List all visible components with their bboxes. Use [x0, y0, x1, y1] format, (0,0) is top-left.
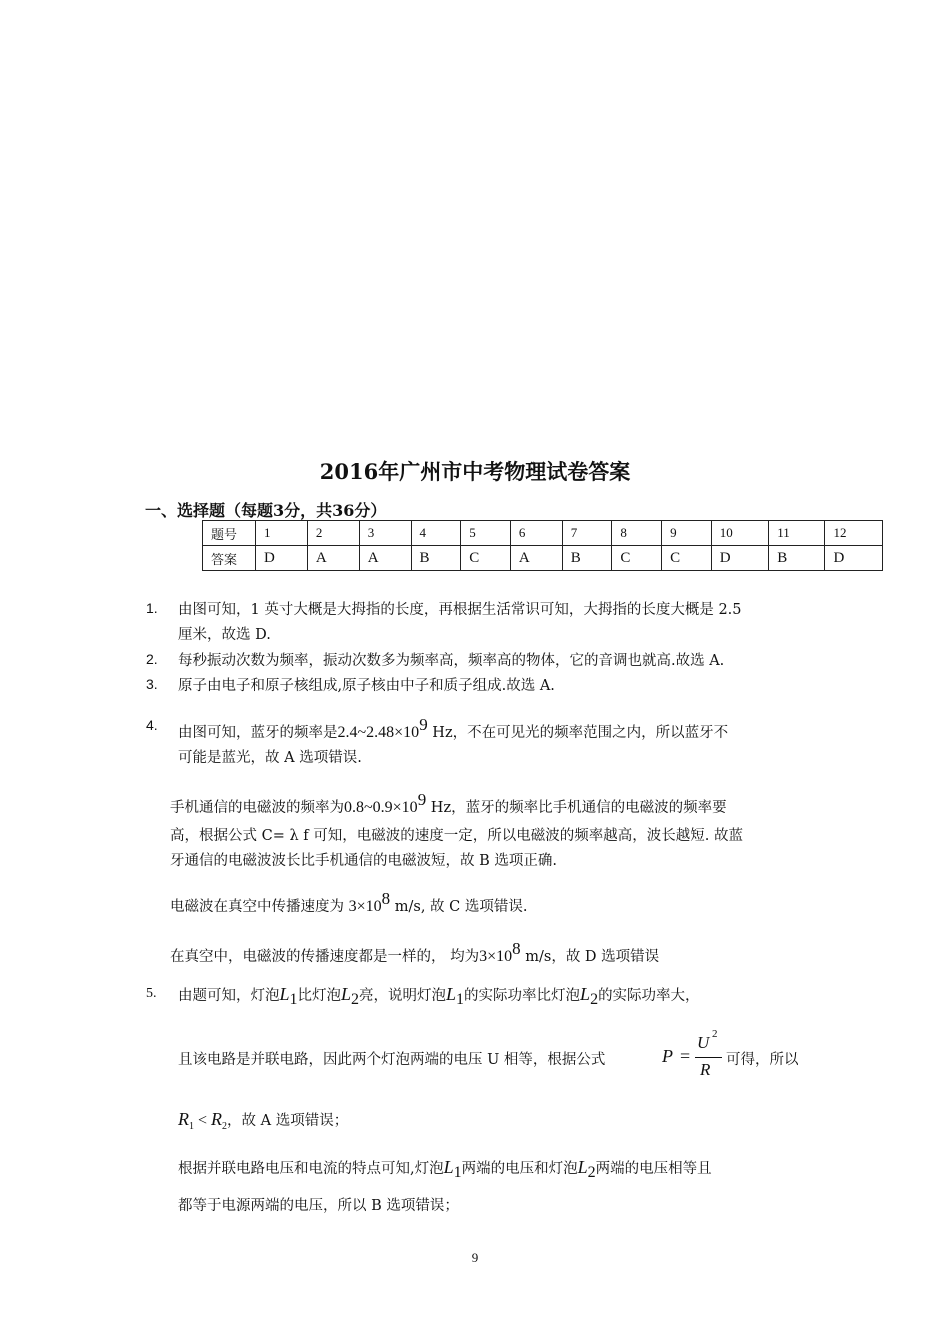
subscript: 1 [289, 990, 298, 1008]
table-cell: 2 [307, 521, 359, 546]
table-cell: A [307, 546, 359, 571]
table-cell: 4 [411, 521, 461, 546]
answer-line: 可得，所以 [726, 1052, 799, 1068]
text-span: m/s, 故 C 选项错误. [390, 899, 528, 915]
variable: L [577, 1157, 588, 1177]
formula-exponent: 2 [712, 1028, 718, 1040]
fraction-bar [695, 1057, 722, 1058]
text-span: 的实际功率比灯泡 [464, 988, 581, 1004]
variable: R [178, 1109, 189, 1129]
text-span: m/s，故 D 选项错误 [520, 949, 660, 965]
item-number: 1. [146, 600, 158, 616]
text-span: 电磁波在真空中传播速度为 [170, 899, 349, 915]
text-span: 两端的电压和灯泡 [461, 1161, 578, 1177]
answer-line: 都等于电源两端的电压，所以 B 选项错误； [178, 1198, 459, 1214]
table-cell: D [825, 546, 883, 571]
item-number: 2. [146, 651, 158, 667]
table-cell: 10 [711, 521, 768, 546]
answer-line [170, 790, 727, 818]
table-cell: 3 [359, 521, 411, 546]
page-title: 2016年广州市中考物理试卷答案 [319, 459, 631, 484]
subscript: 2 [587, 1163, 596, 1181]
exponent: 9 [417, 790, 427, 809]
formula-var: P [662, 1046, 673, 1066]
formula: 3×10 [479, 948, 513, 965]
table-cell: D [711, 546, 768, 571]
answer-line: 牙通信的电磁波波长比手机通信的电磁波短，故 B 选项正确. [170, 853, 557, 869]
table-cell: C [662, 546, 712, 571]
text-span: 两端的电压相等且 [595, 1161, 712, 1177]
variable: L [446, 984, 457, 1004]
table-row-answers [203, 546, 883, 571]
table-cell: A [510, 546, 562, 571]
variable: R [211, 1109, 223, 1129]
answer-line [170, 889, 527, 917]
answer-line: 由图可知，1 英寸大概是大拇指的长度，再根据生活常识可知，大拇指的长度大概是 2.5 [178, 602, 742, 618]
formula: 0.8~0.9×10 [344, 799, 418, 816]
table-cell: 5 [461, 521, 511, 546]
answer-line: 原子由电子和原子核组成,原子核由中子和质子组成.故选 A. [178, 678, 555, 694]
table-cell: 11 [769, 521, 825, 546]
table-cell: 9 [662, 521, 712, 546]
formula-numerator: U [697, 1033, 710, 1052]
exponent: 8 [512, 939, 521, 958]
table-cell: 1 [256, 521, 308, 546]
exponent: 8 [381, 889, 391, 908]
table-cell: 7 [562, 521, 612, 546]
subscript: 1 [189, 1120, 194, 1132]
subscript: 2 [590, 990, 599, 1008]
answer-line [178, 1157, 712, 1183]
formula-operator: = [680, 1046, 691, 1066]
text-span: 由题可知，灯泡 [178, 988, 280, 1004]
table-cell: 12 [825, 521, 883, 546]
table-cell: 8 [612, 521, 662, 546]
section-heading: 一、选择题（每题3分，共36分） [145, 501, 387, 520]
formula-denominator: R [700, 1060, 711, 1079]
table-cell: B [411, 546, 461, 571]
text-span: Hz，蓝牙的频率比手机通信的电磁波的频率要 [426, 800, 727, 816]
text-span: Hz，不在可见光的频率范围之内，所以蓝牙不 [427, 725, 729, 741]
subscript: 1 [453, 1163, 462, 1181]
table-row-numbers [203, 521, 883, 546]
exponent: 9 [419, 715, 428, 734]
variable: L [443, 1157, 454, 1177]
answer-line: 厘米，故选 D. [178, 627, 271, 643]
text-span: ，故 A 选项错误； [227, 1113, 349, 1129]
answer-line: 且该电路是并联电路，因此两个灯泡两端的电压 U 相等，根据公式 [178, 1052, 606, 1068]
text-span: 比灯泡 [297, 988, 342, 1004]
subscript: 2 [222, 1120, 228, 1132]
row-label: 答案 [203, 546, 256, 571]
answer-line: 高，根据公式 C= λ f 可知，电磁波的速度一定，所以电磁波的频率越高，波长越短. 故蓝 [170, 828, 743, 844]
text-span: 的实际功率大， [598, 988, 700, 1004]
subscript: 2 [351, 990, 360, 1008]
formula: 3×10 [348, 898, 382, 915]
table-cell: D [256, 546, 308, 571]
answer-table [202, 520, 883, 571]
answer-line [178, 715, 728, 743]
text-span: 手机通信的电磁波的频率为 [170, 800, 344, 816]
text-span: 在真空中，电磁波的传播速度都是一样的， 均为 [170, 949, 480, 965]
variable: L [279, 984, 290, 1004]
variable: L [341, 984, 352, 1004]
item-number: 3. [146, 676, 158, 692]
variable: L [580, 984, 591, 1004]
text-span: 由图可知，蓝牙的频率是 [178, 725, 338, 741]
page-number: 9 [471, 1250, 479, 1265]
answer-line [178, 1109, 348, 1137]
text-span: 亮，说明灯泡 [359, 988, 447, 1004]
table-cell: C [612, 546, 662, 571]
table-cell: C [461, 546, 511, 571]
item-number: 5. [146, 986, 157, 1001]
answer-line [170, 939, 659, 967]
table-cell: 6 [510, 521, 562, 546]
table-cell: B [562, 546, 612, 571]
operator: < [194, 1112, 212, 1129]
subscript: 1 [456, 990, 465, 1008]
answer-line: 可能是蓝光，故 A 选项错误. [178, 750, 362, 766]
answer-line: 每秒振动次数为频率，振动次数多为频率高，频率高的物体，它的音调也就高.故选 A. [178, 653, 725, 669]
table-cell: B [769, 546, 825, 571]
formula: 2.4~2.48×10 [337, 724, 420, 741]
answer-line [178, 984, 700, 1010]
table-cell: A [359, 546, 411, 571]
item-number: 4. [146, 717, 158, 733]
row-label: 题号 [203, 521, 256, 546]
text-span: 根据并联电路电压和电流的特点可知,灯泡 [178, 1161, 444, 1177]
